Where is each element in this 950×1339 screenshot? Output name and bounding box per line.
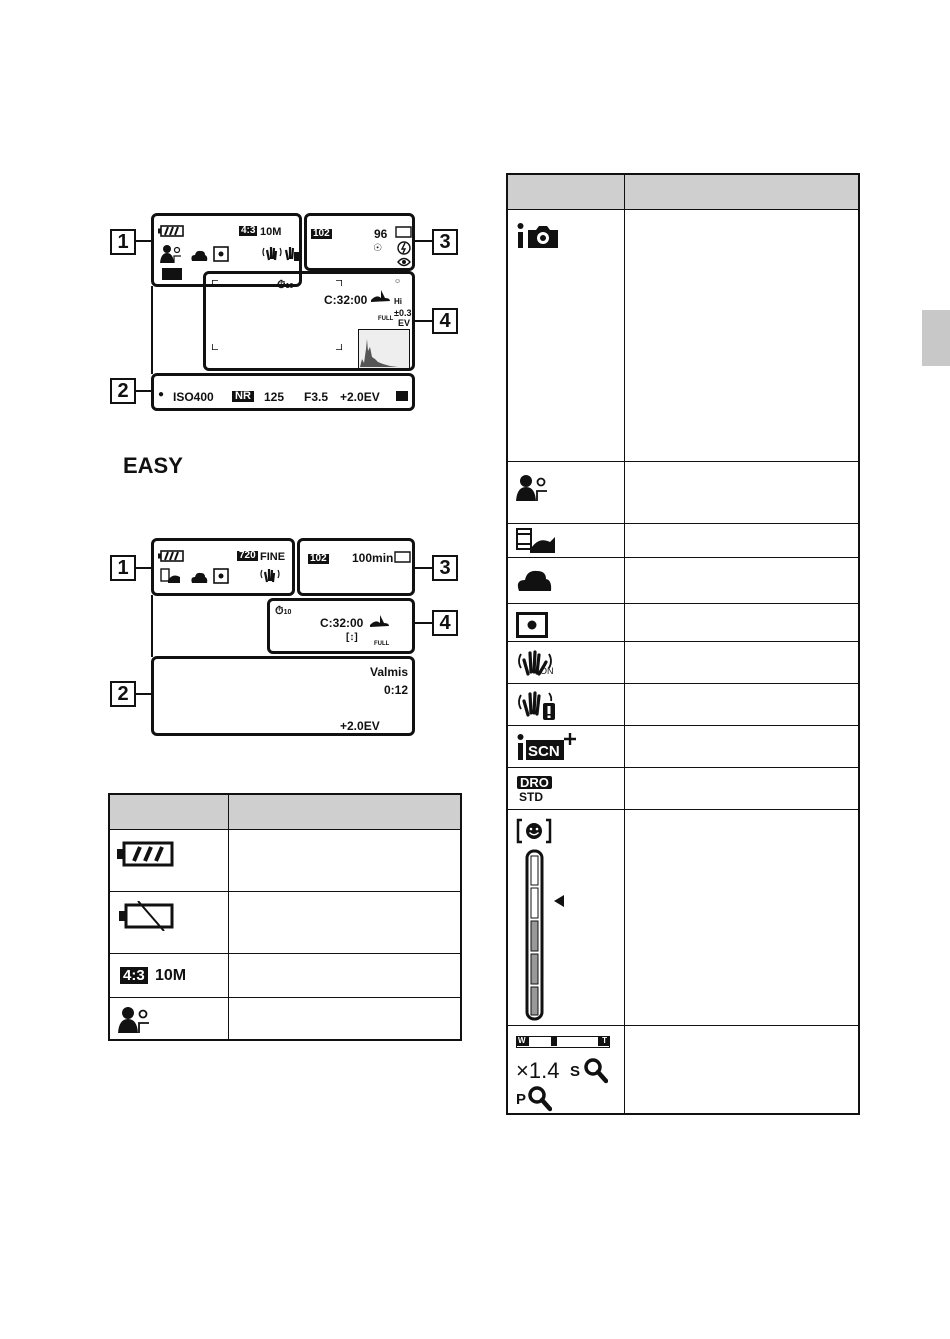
left-icon-table — [108, 793, 462, 1041]
self-timer: ⏱10 — [275, 605, 292, 617]
table-row — [507, 462, 859, 524]
on-label: ON — [540, 666, 554, 676]
ratio-badge: 4:3 — [120, 967, 148, 984]
table-header — [507, 174, 859, 210]
scene-silhouette-icon — [369, 288, 391, 308]
table-row — [507, 726, 859, 768]
image-size: 10M — [260, 226, 282, 238]
header-cell — [229, 794, 462, 830]
description-cell — [625, 642, 860, 684]
panel-2 — [151, 373, 415, 411]
precision-zoom-label: P — [516, 1091, 527, 1108]
description-cell — [625, 210, 860, 462]
description-cell — [625, 524, 860, 558]
battery-icon — [158, 550, 184, 562]
exposure-value: +2.0EV — [340, 719, 380, 733]
description-cell — [625, 462, 860, 524]
callout-2: 2 — [110, 378, 136, 404]
cloud-icon — [516, 568, 552, 592]
flash-full: FULL — [374, 641, 390, 647]
header-cell — [625, 174, 860, 210]
description-cell — [229, 892, 462, 954]
callout-3: 3 — [432, 229, 458, 255]
header-cell — [507, 174, 625, 210]
zoom-wide-label: W — [518, 1036, 526, 1045]
panel-2 — [151, 656, 415, 736]
description-cell — [625, 768, 860, 810]
table-header — [109, 794, 461, 830]
status-text: Valmis — [370, 665, 409, 679]
metering-mode-icon — [396, 391, 408, 401]
ev-unit: EV — [398, 318, 411, 328]
description-cell — [229, 954, 462, 998]
spot-metering-icon — [213, 246, 229, 262]
std-label: STD — [519, 790, 543, 804]
portrait-icon — [160, 244, 182, 264]
zoom-position-marker — [551, 1037, 557, 1046]
red-eye-icon — [397, 257, 411, 267]
description-cell — [625, 604, 860, 642]
table-row — [507, 1026, 859, 1114]
description-cell — [625, 684, 860, 726]
iscn-icon — [162, 268, 182, 280]
portrait-scene-icon — [118, 1006, 150, 1034]
easy-mode-label: EASY — [123, 453, 183, 478]
zoom-factor: ×1.4 — [516, 1058, 560, 1083]
battery-full-icon — [116, 841, 174, 867]
record-remaining: C:32:00 — [324, 293, 368, 307]
iscn-plus-icon — [516, 732, 580, 762]
battery-icon — [158, 225, 184, 237]
callout-2: 2 — [110, 681, 136, 707]
ratio-badge: 4:3 — [241, 225, 256, 236]
record-remaining: C:32:00 — [320, 616, 364, 630]
histogram-icon — [358, 329, 410, 369]
portrait-scene-icon — [516, 474, 548, 502]
description-cell — [625, 810, 860, 1026]
cloud-icon — [190, 249, 208, 261]
intelligent-auto-icon — [516, 222, 560, 248]
table-row — [507, 810, 859, 1026]
shot-count: 96 — [374, 227, 388, 241]
description-cell — [229, 998, 462, 1040]
flash-mode-icon — [397, 241, 411, 255]
table-row — [109, 998, 461, 1040]
table-row — [507, 684, 859, 726]
table-row — [507, 558, 859, 604]
table-row — [507, 210, 859, 462]
side-tab — [922, 310, 950, 366]
svg-text:SCN: SCN — [528, 743, 560, 760]
memory-card-icon — [394, 551, 411, 563]
zoom-tele-label: T — [602, 1036, 607, 1045]
table-row — [507, 604, 859, 642]
size-label: 10M — [155, 967, 187, 984]
magnifier-icon — [528, 1086, 552, 1112]
rec-mode-icon: [↕] — [346, 632, 358, 643]
panel-4 — [267, 598, 415, 654]
steadyshot-icon — [259, 566, 281, 584]
ev-value: ±0.3 — [394, 308, 412, 318]
folder-number: 102 — [310, 553, 327, 564]
remaining-time: 100min — [352, 551, 394, 565]
table-row — [507, 524, 859, 558]
table-row — [109, 892, 461, 954]
panel-1 — [151, 538, 295, 596]
record-dot: ● — [158, 389, 165, 400]
description-cell — [229, 830, 462, 892]
description-cell — [625, 558, 860, 604]
elapsed-time: 0:12 — [384, 683, 409, 697]
movie-scene-icon — [160, 568, 182, 584]
self-timer: ⏱10 — [277, 279, 294, 291]
iso-value: ISO400 — [173, 390, 214, 404]
callout-1: 1 — [110, 555, 136, 581]
zoom-bar — [516, 1036, 610, 1048]
movie-quality: FINE — [260, 551, 286, 563]
smart-zoom-label: S — [570, 1063, 581, 1080]
camera-shake-warning-icon — [516, 689, 558, 721]
panel-4 — [203, 271, 415, 371]
steadyshot-icon — [261, 244, 283, 262]
panel-3 — [297, 538, 415, 596]
folder-number: 102 — [313, 228, 330, 239]
cloud-icon — [190, 571, 208, 583]
table-row — [507, 768, 859, 810]
scene-silhouette-icon — [368, 613, 390, 633]
burst-hi: Hi — [394, 297, 402, 306]
panel-3 — [304, 213, 415, 271]
battery-empty-icon — [116, 901, 176, 931]
description-cell — [625, 726, 860, 768]
table-row — [109, 830, 461, 892]
shake-warning-icon — [282, 244, 302, 262]
header-cell — [109, 794, 229, 830]
smile-meter-icon — [516, 818, 566, 1023]
dro-label: DRO — [517, 776, 552, 789]
aperture: F3.5 — [304, 390, 329, 404]
spot-metering-icon — [213, 568, 229, 584]
callout-4: 4 — [432, 610, 458, 636]
movie-size-badge: 720 — [239, 550, 256, 561]
table-row — [109, 954, 461, 998]
description-cell — [625, 1026, 860, 1114]
flash-full: FULL — [378, 316, 394, 322]
table-row — [507, 642, 859, 684]
spot-metering-icon — [516, 612, 548, 638]
exposure-value: +2.0EV — [340, 390, 380, 404]
right-icon-table — [506, 173, 860, 1115]
callout-3: 3 — [432, 555, 458, 581]
movie-scene-icon — [516, 528, 556, 554]
callout-4: 4 — [432, 308, 458, 334]
face-detection-off-icon: ☺ — [394, 278, 402, 285]
nr-badge: NR — [232, 391, 254, 402]
callout-1: 1 — [110, 229, 136, 255]
shutter-speed: 125 — [264, 390, 285, 404]
magnifier-icon — [584, 1058, 608, 1084]
af-illuminator-icon: ☉ — [373, 243, 382, 254]
memory-card-icon — [395, 226, 412, 238]
